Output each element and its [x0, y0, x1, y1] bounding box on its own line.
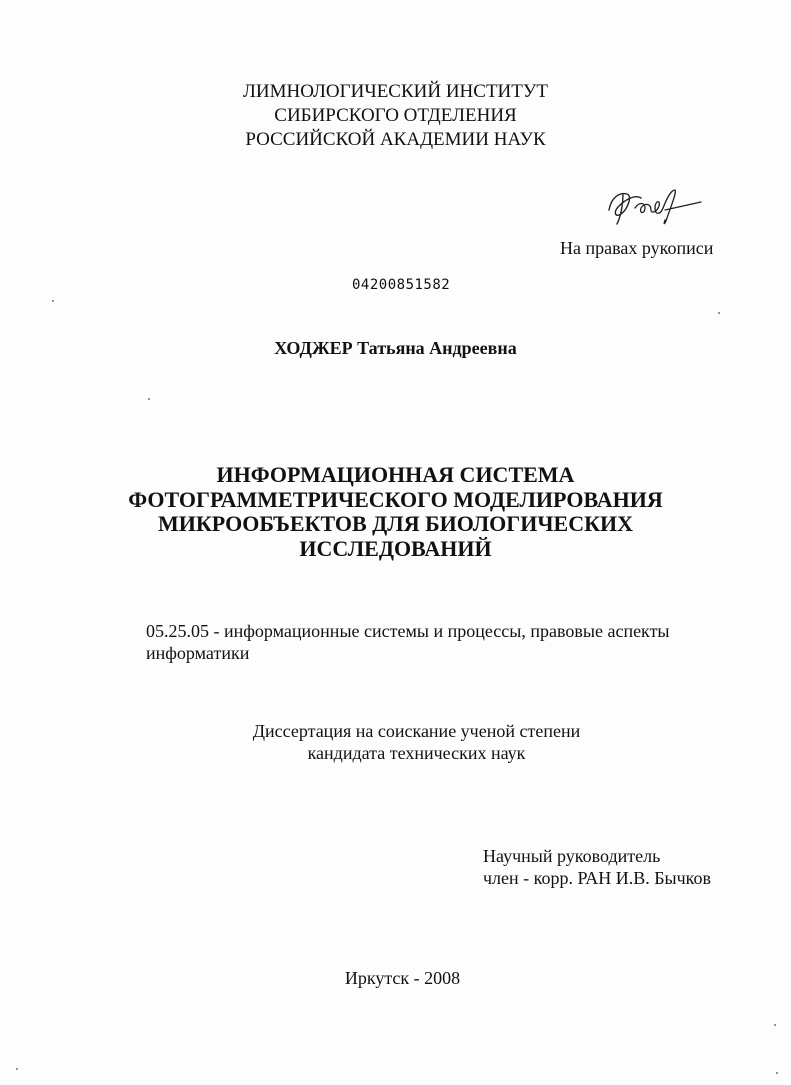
scan-speck [16, 1068, 18, 1070]
institution-line-3: РОССИЙСКОЙ АКАДЕМИИ НАУК [245, 129, 546, 150]
scan-speck [148, 398, 150, 400]
title-line-1: ИНФОРМАЦИОННАЯ СИСТЕМА [216, 462, 575, 487]
catalog-number: 04200851582 [352, 277, 451, 293]
scan-speck [52, 300, 54, 302]
handwritten-signature [605, 184, 705, 230]
scientific-supervisor [483, 845, 743, 889]
specialty-line-1: 05.25.05 - информационные системы и процессы, правовые аспекты [146, 621, 670, 641]
scan-speck [774, 1024, 776, 1026]
specialty-code [146, 620, 716, 664]
title-line-2: ФОТОГРАММЕТРИЧЕСКОГО МОДЕЛИРОВАНИЯ [128, 486, 663, 512]
institution-line-2: СИБИРСКОГО ОТДЕЛЕНИЯ [274, 105, 517, 126]
degree-line-1: Диссертация на соискание ученой степени [252, 721, 581, 741]
city-and-year: Иркутск - 2008 [344, 968, 461, 988]
institution-header [0, 80, 791, 152]
specialty-line-2: информатики [146, 643, 250, 663]
scan-speck [718, 312, 720, 314]
title-line-3: МИКРООБЪЕКТОВ ДЛЯ БИОЛОГИЧЕСКИХ [157, 511, 634, 536]
institution-line-1: ЛИМНОЛОГИЧЕСКИЙ ИНСТИТУТ [243, 81, 548, 102]
dissertation-title [0, 463, 791, 561]
supervisor-line-2: член - корр. РАН И.В. Бычков [483, 868, 712, 888]
scan-speck [776, 1072, 778, 1074]
title-line-4: ИССЛЕДОВАНИЙ [299, 535, 492, 561]
supervisor-line-1: Научный руководитель [483, 846, 661, 866]
degree-statement [0, 720, 791, 764]
degree-line-2: кандидата технических наук [307, 743, 526, 763]
author-name: ХОДЖЕР Татьяна Андреевна [274, 338, 517, 358]
manuscript-rights-note: На правах рукописи [560, 238, 714, 258]
